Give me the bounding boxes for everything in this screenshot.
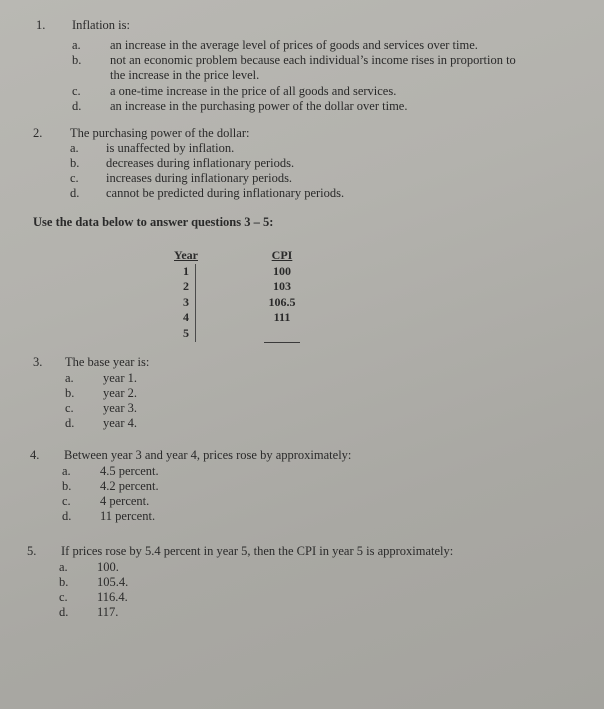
option-letter: c.	[65, 401, 74, 415]
option-letter: d.	[72, 99, 82, 113]
cpi-header: CPI	[271, 248, 293, 262]
option-letter: b.	[72, 53, 82, 67]
option-text: an increase in the average level of prices of goods and services over time.	[110, 38, 478, 52]
option-text: 116.4.	[97, 590, 128, 604]
cpi-cell: 100	[273, 263, 291, 278]
cpi-cell: 111	[273, 310, 291, 324]
option-letter: d.	[70, 186, 80, 200]
option-text: year 3.	[103, 401, 138, 415]
option-letter: b.	[65, 386, 75, 400]
question-stem: The purchasing power of the dollar:	[70, 126, 250, 140]
year-column	[168, 248, 204, 341]
question-number: 1.	[36, 18, 46, 32]
option-text: 4 percent.	[100, 494, 150, 508]
year-cell: 2	[183, 279, 189, 293]
option-text: 100.	[97, 560, 119, 574]
option-text: 117.	[97, 605, 119, 619]
year-header: Year	[174, 248, 198, 262]
option-letter: b.	[59, 575, 69, 589]
option-text: increases during inflationary periods.	[106, 171, 293, 185]
option-text: year 4.	[103, 416, 138, 430]
option-letter: d.	[59, 605, 69, 619]
option-letter: c.	[70, 171, 79, 185]
option-text: a one-time increase in the price of all goods and services.	[110, 84, 397, 98]
option-letter: d.	[62, 509, 72, 523]
option-text: is unaffected by inflation.	[106, 141, 235, 155]
option-text: not an economic problem because each individual’s income rises in proportion to	[110, 53, 516, 67]
option-letter: c.	[72, 84, 81, 98]
option-letter: c.	[62, 494, 71, 508]
cpi-cell: 103	[273, 279, 291, 293]
option-text-continued: the increase in the price level.	[110, 68, 260, 82]
option-text: year 1.	[103, 371, 138, 385]
option-text: decreases during inflationary periods.	[106, 156, 295, 170]
answer-blank	[264, 342, 300, 343]
option-letter: d.	[65, 416, 75, 430]
question-number: 3.	[33, 355, 43, 369]
year-cell: 3	[183, 294, 189, 309]
option-letter: a.	[65, 371, 74, 385]
question-number: 4.	[30, 448, 40, 462]
option-letter: b.	[62, 479, 72, 493]
option-letter: a.	[62, 464, 71, 478]
option-letter: a.	[70, 141, 79, 155]
question-stem: If prices rose by 5.4 percent in year 5, then the CPI in year 5 is approximately:	[61, 544, 454, 558]
question-number: 2.	[33, 126, 43, 140]
table-divider	[195, 264, 196, 342]
question-stem: Inflation is:	[72, 18, 130, 32]
data-heading: Use the data below to answer questions 3 – 5:	[33, 215, 274, 229]
cpi-cell: 106.5	[268, 294, 296, 309]
year-cell: 4	[183, 310, 189, 324]
question-stem: The base year is:	[65, 355, 150, 369]
option-text: an increase in the purchasing power of the dollar over time.	[110, 99, 408, 113]
cpi-cell	[260, 326, 304, 342]
year-cell: 1	[183, 263, 189, 278]
cpi-column	[260, 248, 304, 341]
option-letter: a.	[72, 38, 81, 52]
option-text: cannot be predicted during inflationary periods.	[106, 186, 345, 200]
option-text: 4.5 percent.	[100, 464, 159, 478]
option-letter: c.	[59, 590, 68, 604]
question-stem: Between year 3 and year 4, prices rose by approximately:	[64, 448, 352, 462]
option-text: 4.2 percent.	[100, 479, 159, 493]
year-cell: 5	[183, 325, 189, 340]
option-letter: a.	[59, 560, 68, 574]
option-letter: b.	[70, 156, 80, 170]
option-text: 105.4.	[97, 575, 129, 589]
option-text: 11 percent.	[100, 509, 156, 523]
option-text: year 2.	[103, 386, 138, 400]
question-number: 5.	[27, 544, 37, 558]
